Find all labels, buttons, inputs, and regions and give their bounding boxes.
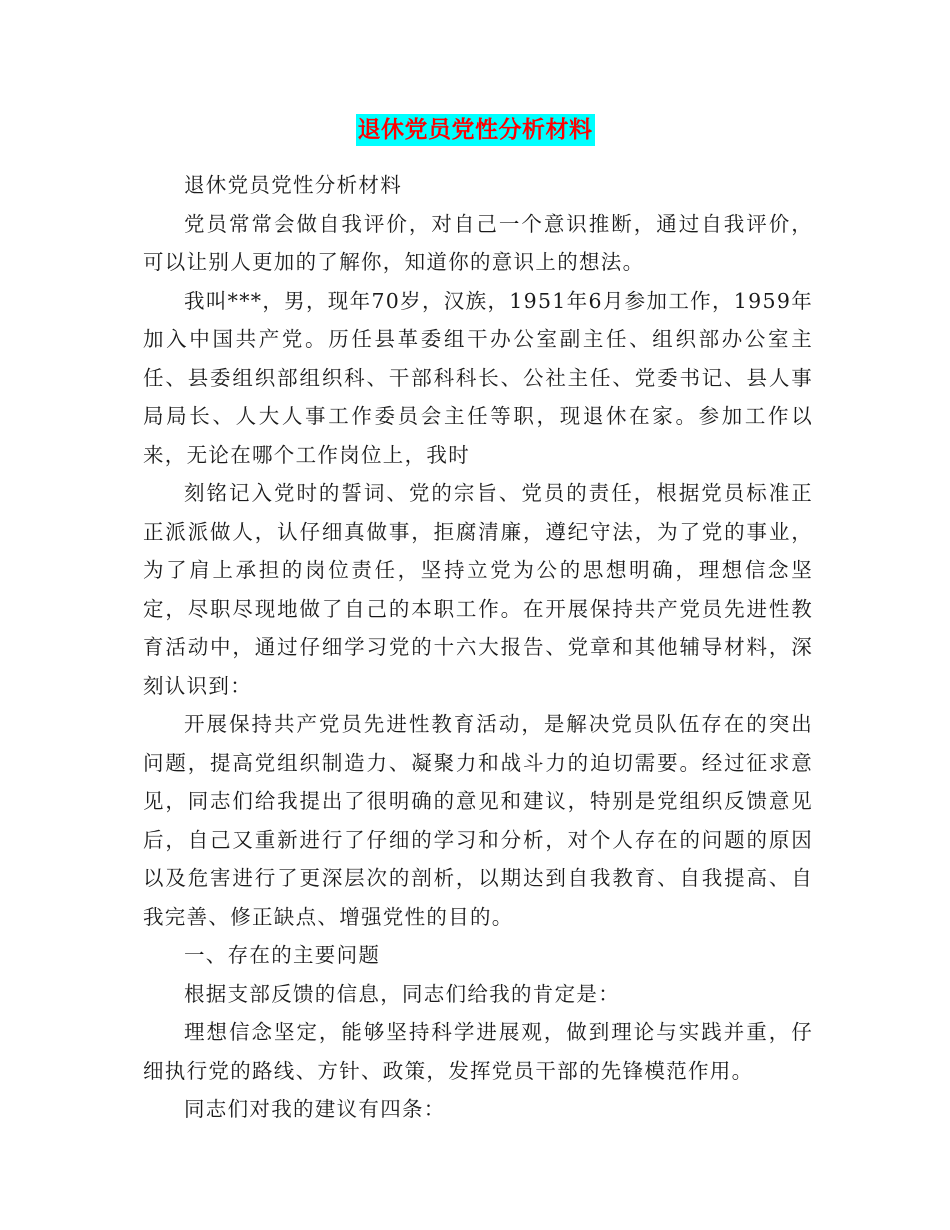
paragraph-personal-info: 我叫***，男，现年70岁，汉族，1951年6月参加工作，1959年加入中国共产党。历任县革委组干办公室副主任、组织部办公室主任、县委组织部组织科、干部科科长、公社主任、党委书记、县人事局局长、人大人事工作委员会主任等职，现退休在家。参加工作以来，无论在哪个工作岗位上，我时 bbox=[143, 288, 813, 467]
paragraph-affirmation: 理想信念坚定，能够坚持科学进展观，做到理论与实践并重，仔细执行党的路线、方针、政策，发挥党员干部的先锋模范作用。 bbox=[143, 1020, 813, 1083]
paragraph-suggestions: 同志们对我的建议有四条： bbox=[184, 1097, 446, 1121]
section-heading-main-problems: 一、存在的主要问题 bbox=[184, 943, 381, 967]
paragraph-work-attitude: 刻铭记入党时的誓词、党的宗旨、党员的责任，根据党员标准正正派派做人，认仔细真做事，拒腐清廉，遵纪守法，为了党的事业，为了肩上承担的岗位责任，坚持立党为公的思想明确，理想信念坚定，尽职尽现地做了自己的本职工作。在开展保持共产党员先进性教育活动中，通过仔细学习党的十六大报告、党章和其他辅导材料，深刻认识到： bbox=[143, 481, 813, 698]
document-body bbox=[143, 166, 813, 1129]
paragraph-subtitle: 退休党员党性分析材料 bbox=[184, 173, 402, 197]
paragraph-feedback: 根据支部反馈的信息，同志们给我的肯定是： bbox=[184, 981, 620, 1006]
paragraph-intro: 党员常常会做自我评价，对自己一个意识推断，通过自我评价，可以让别人更加的了解你，知道你的意识上的想法。 bbox=[143, 211, 813, 274]
document-title: 退休党员党性分析材料 bbox=[356, 114, 595, 146]
title-container bbox=[0, 114, 950, 146]
paragraph-education-activity: 开展保持共产党员先进性教育活动，是解决党员队伍存在的突出问题，提高党组织制造力、凝聚力和战斗力的迫切需要。经过征求意见，同志们给我提出了很明确的意见和建议，特别是党组织反馈意见后，自己又重新进行了仔细的学习和分析，对个人存在的问题的原因以及危害进行了更深层次的剖析，以期达到自我教育、自我提高、自我完善、修正缺点、增强党性的目的。 bbox=[143, 712, 813, 929]
